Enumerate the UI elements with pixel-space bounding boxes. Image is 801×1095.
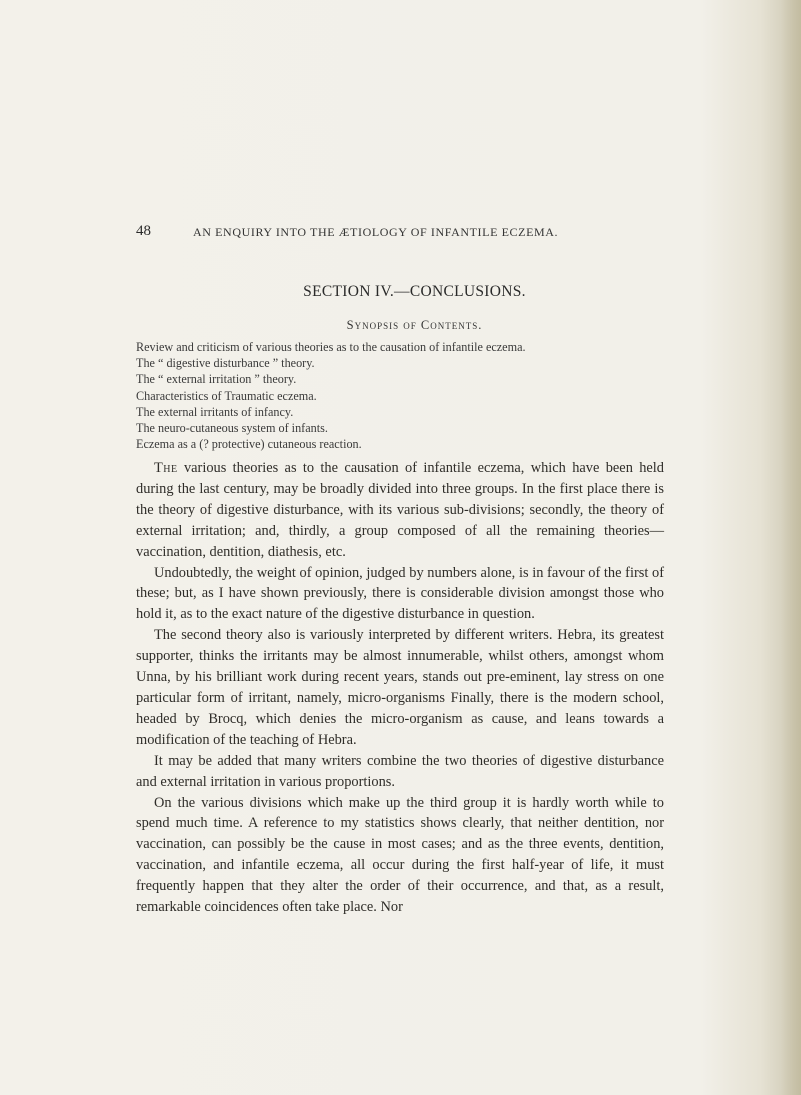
section-heading: SECTION IV.—CONCLUSIONS.: [303, 283, 526, 300]
synopsis-heading: Synopsis of Contents.: [346, 318, 483, 332]
paragraph: [136, 458, 664, 563]
synopsis-item: The “ digestive disturbance ” theory.: [136, 356, 315, 371]
paragraph: The second theory also is variously interpreted by different writers. Hebra, its greatest supporter, thinks the irritants may be almost innumerable, whilst others, amongst whom Unna, by his brilliant work during recent years, stands out pre-eminent, lay stress on one particular form of irritant, namely, micro-organisms Finally, there is the modern school, headed by Brocq, which denies the micro-organism as cause, and leans towards a modification of the teaching of Hebra.: [136, 627, 664, 748]
page-number: 48: [136, 223, 151, 239]
body-text: [136, 458, 664, 918]
page-edge-shadow: [781, 0, 801, 1095]
paragraph: It may be added that many writers combine the two theories of digestive disturbance and external irritation in various proportions.: [136, 752, 664, 790]
page-header: [136, 223, 696, 243]
synopsis-item: The external irritants of infancy.: [136, 404, 294, 419]
paragraph: On the various divisions which make up the third group it is hardly worth while to spend much time. A reference to my statistics shows clearly, that neither dentition, nor vaccination, can possibly be the cause in most cases; and as the three events, dentition, vaccination, and infantile eczema, all occur during the first half-year of life, it must frequently happen that they alter the order of their occurrence, and that, as a result, remarkable coincidences often take place. Nor: [136, 794, 664, 916]
running-title: AN ENQUIRY INTO THE ÆTIOLOGY OF INFANTILE ECZEMA.: [193, 225, 559, 239]
synopsis-item: The “ external irritation ” theory.: [136, 372, 297, 387]
paragraph-lead-word: The: [154, 460, 178, 476]
paragraph-text: various theories as to the causation of infantile eczema, which have been held during the last century, may be broadly divided into three groups. In the first place there is the theory of digestive disturbance, with its various sub-divisions; secondly, the theory of external irritation; and, thirdly, a group composed of all the remaining theories—vaccination, dentition, diathesis, etc.: [136, 460, 664, 560]
synopsis-item: Review and criticism of various theories as to the causation of infantile eczema.: [136, 340, 526, 354]
synopsis-item: The neuro-cutaneous system of infants.: [136, 421, 328, 436]
paragraph: Undoubtedly, the weight of opinion, judged by numbers alone, is in favour of the first of these; but, as I have shown previously, there is considerable division amongst those who hold it, as to the exact nature of the digestive disturbance in question.: [136, 564, 664, 623]
synopsis-item: Eczema as a (? protective) cutaneous reaction.: [136, 437, 362, 452]
synopsis-list: [136, 339, 526, 452]
synopsis-item: Characteristics of Traumatic eczema.: [136, 388, 317, 403]
